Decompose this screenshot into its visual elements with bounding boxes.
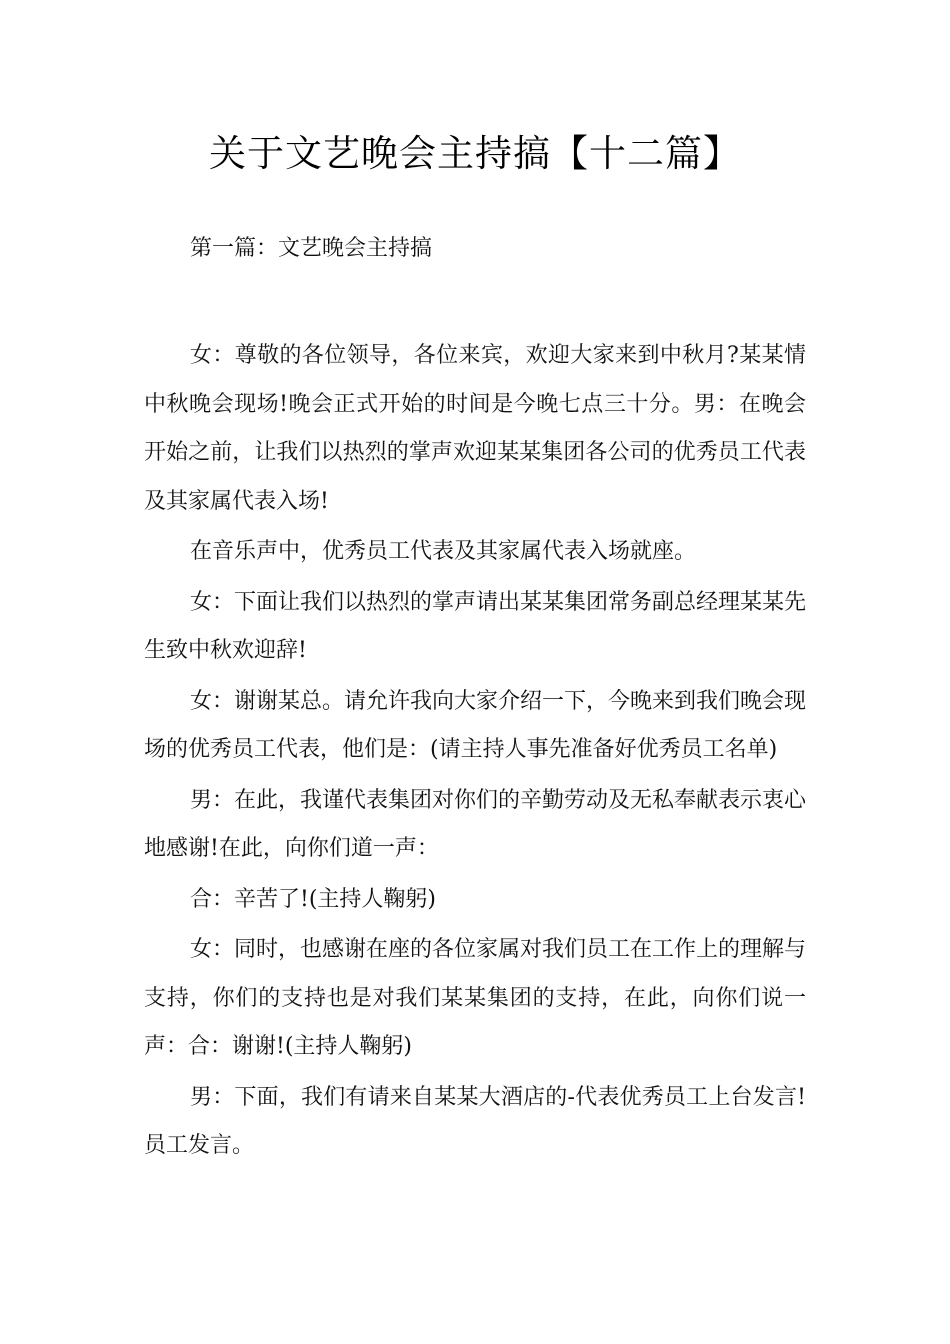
paragraph-2: 在音乐声中，优秀员工代表及其家属代表入场就座。 <box>190 539 697 564</box>
paragraph-8: 男：下面，我们有请来自某某大酒店的-代表优秀员工上台发言!员工发言。 <box>144 1084 806 1158</box>
document-title: 关于文艺晚会主持搞【十二篇】 <box>209 132 741 175</box>
section-heading: 第一篇：文艺晚会主持搞 <box>190 236 433 261</box>
document-body <box>144 332 806 1173</box>
paragraph-7: 女：同时，也感谢在座的各位家属对我们员工在工作上的理解与支持，你们的支持也是对我们某某集团的支持，在此，向你们说一声：合：谢谢!(主持人鞠躬) <box>144 937 807 1059</box>
paragraph-6: 合：辛苦了!(主持人鞠躬) <box>190 886 437 912</box>
paragraph-5: 男：在此，我谨代表集团对你们的辛勤劳动及无私奉献表示衷心地感谢!在此，向你们道一声： <box>144 787 807 861</box>
paragraph-1: 女：尊敬的各位领导，各位来宾，欢迎大家来到中秋月?某某情中秋晚会现场!晚会正式开始的时间是今晚七点三十分。男：在晚会开始之前，让我们以热烈的掌声欢迎某某集团各公司的优秀员工代表及其家属代表入场! <box>144 343 806 514</box>
paragraph-4: 女：谢谢某总。请允许我向大家介绍一下，今晚来到我们晚会现场的优秀员工代表，他们是：(请主持人事先准备好优秀员工名单) <box>144 688 807 762</box>
paragraph-3: 女：下面让我们以热烈的掌声请出某某集团常务副总经理某某先生致中秋欢迎辞! <box>144 589 807 663</box>
